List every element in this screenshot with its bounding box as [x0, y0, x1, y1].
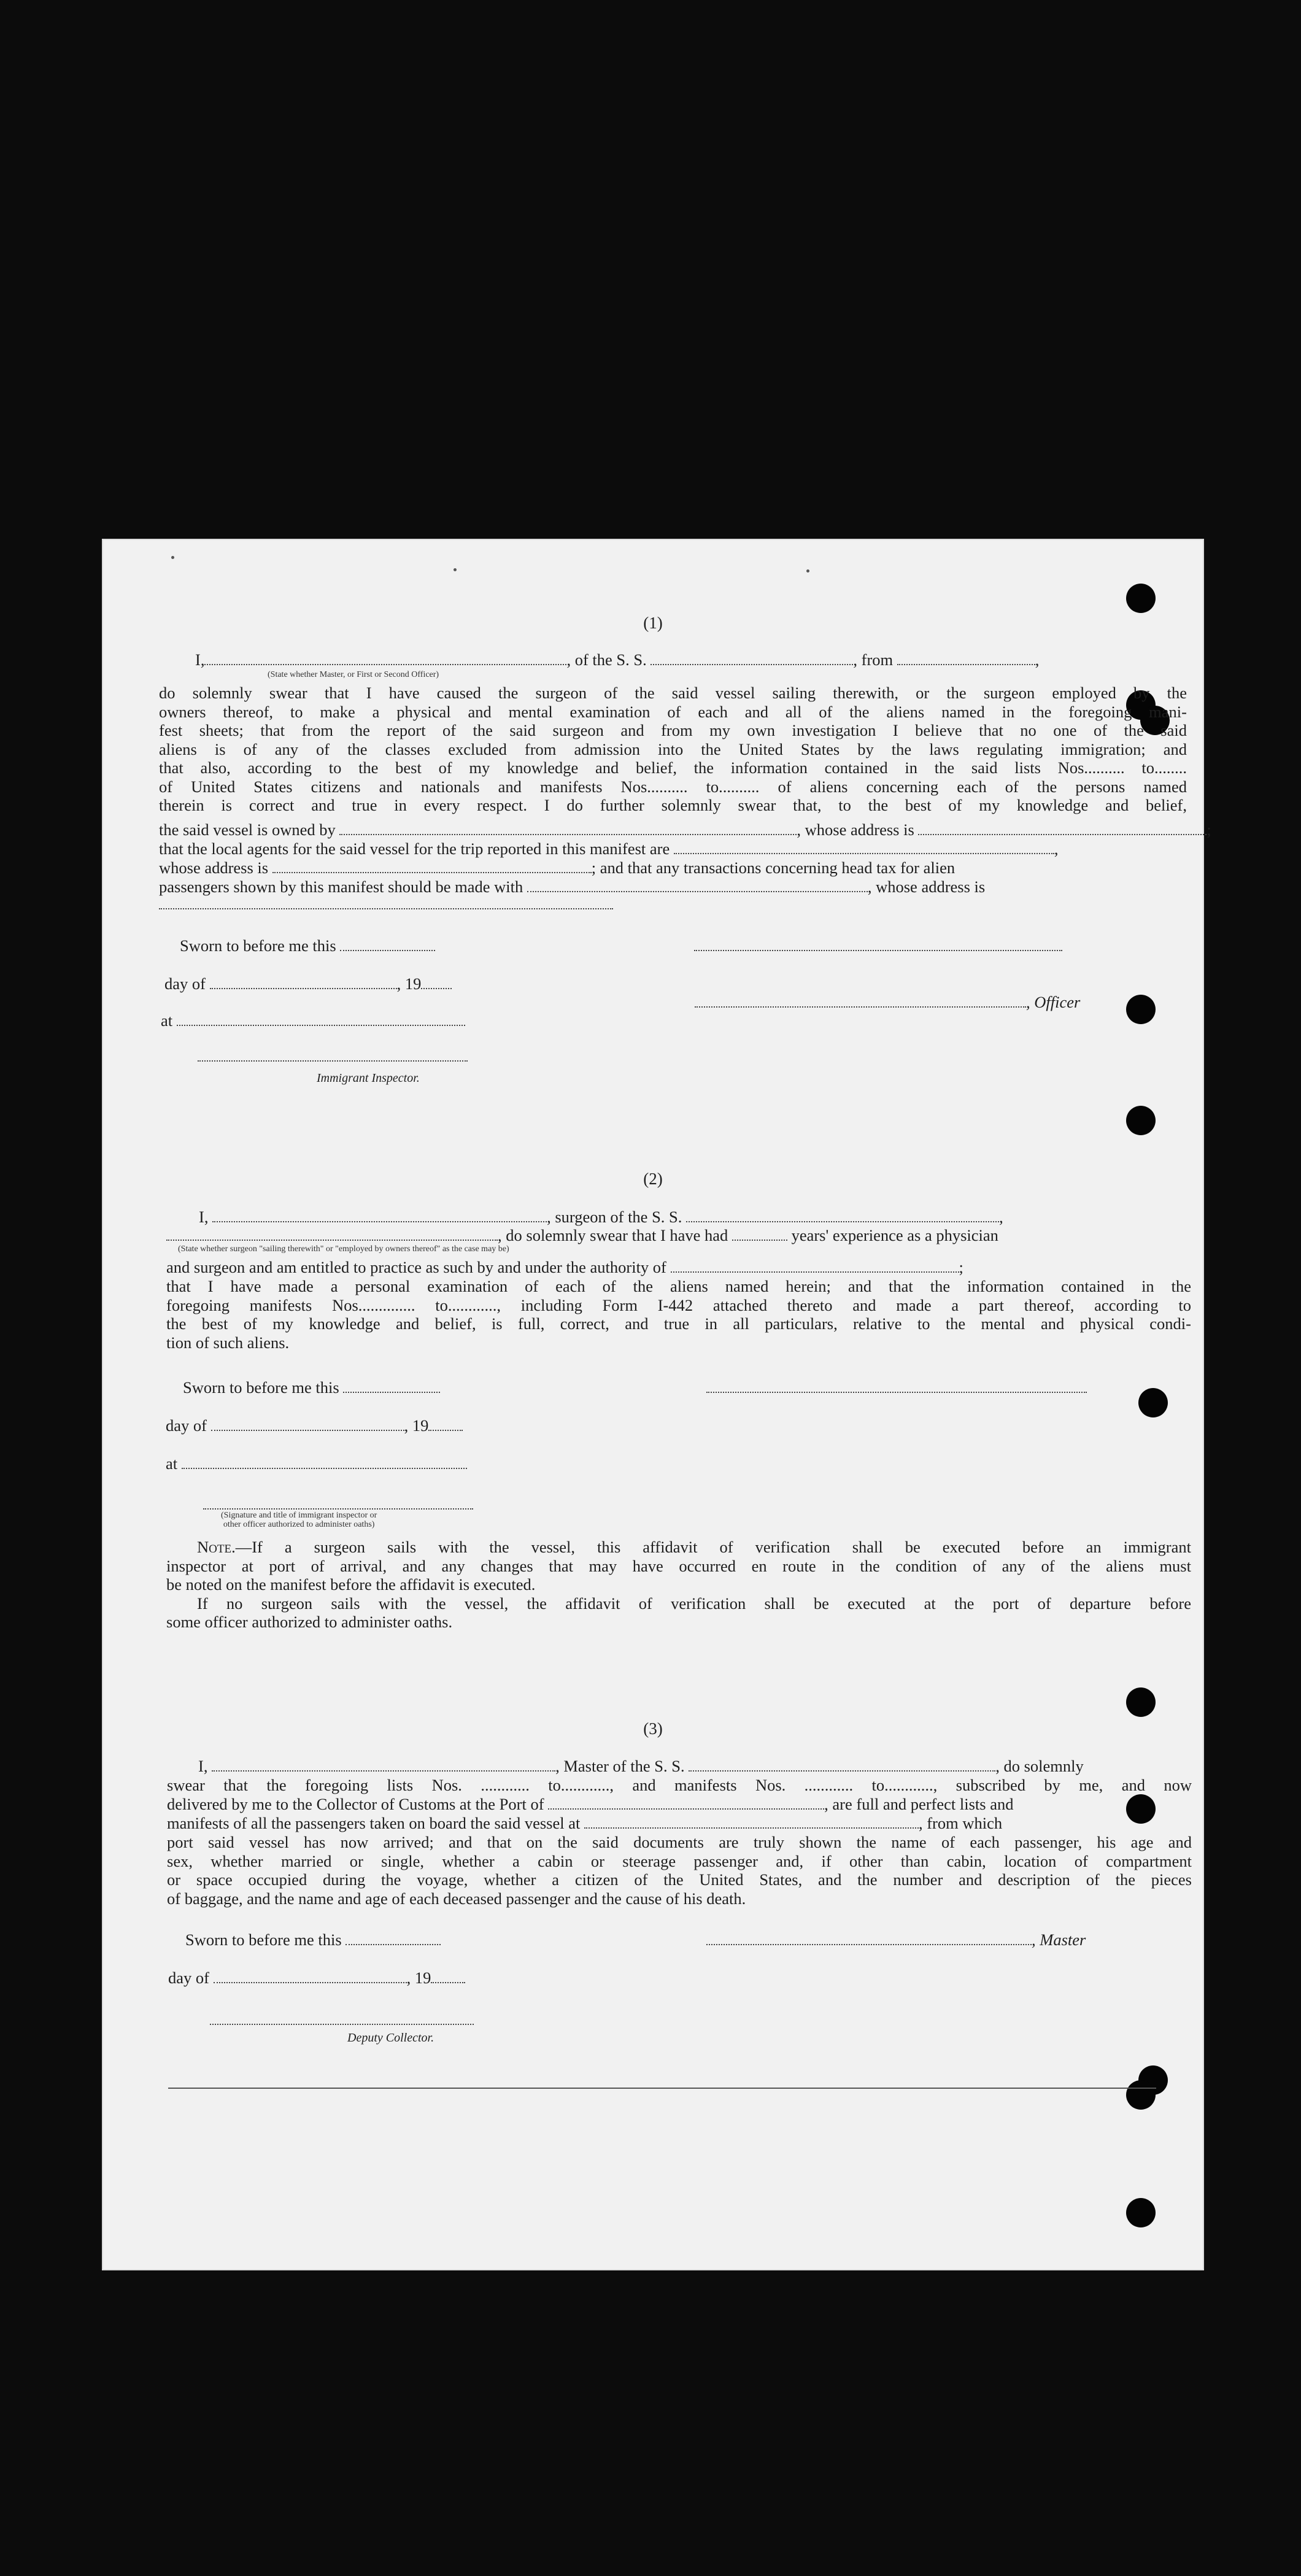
section-3-body [167, 1833, 1192, 1908]
blank-departure-port [584, 1815, 919, 1829]
text: Sworn to before me this [185, 1930, 342, 1949]
owner-line [159, 820, 1211, 839]
text: port said vessel has now arrived; and that on the said documents are truly shown the name of each passenger, his age and [167, 1833, 1192, 1851]
signature-note [221, 1511, 377, 1529]
text: be noted on the manifest before the affidavit is executed. [166, 1575, 536, 1594]
blank-year [428, 1417, 463, 1431]
day-of-line-3 [168, 1969, 465, 1987]
text: ; and that any transactions concerning head tax for alien [591, 858, 955, 877]
day-of-line-1 [164, 974, 452, 993]
text: and surgeon and am entitled to practice as such by and under the authority of [166, 1258, 666, 1276]
text: , are full and perfect lists and [824, 1795, 1014, 1813]
text: fest sheets; that from the report of the said surgeon and from my own investigation I believe that no one of the said [159, 721, 1187, 739]
punch-hole [1126, 584, 1156, 613]
blank-surgeon-name [212, 1209, 547, 1222]
blank-surgeon-status [166, 1227, 498, 1241]
section-3-line-1 [198, 1757, 1084, 1775]
blank-sworn-day [343, 1379, 440, 1393]
text: do solemnly swear that I have caused the surgeon of the said vessel sailing therewith, or the surgeon employed by the [159, 684, 1187, 702]
blank-address-continuation [159, 907, 613, 909]
text: delivered by me to the Collector of Customs at the Port of [167, 1795, 544, 1813]
agent-address-line [159, 858, 955, 877]
punch-hole [1126, 1106, 1156, 1135]
text: , of the S. S. [566, 650, 647, 669]
text: , [999, 1208, 1003, 1226]
section-3-number: (3) [643, 1719, 663, 1738]
bottom-rule [168, 2088, 1156, 2089]
text: day of [168, 1969, 209, 1987]
text: foregoing manifests Nos.............. to............, including Form I-442 attached thereto and made a part thereof, according to [166, 1295, 1191, 1314]
text: manifests of all the passengers taken on board the said vessel at [167, 1814, 581, 1832]
text: , [1035, 650, 1040, 669]
punch-hole [1126, 1794, 1156, 1824]
blank-sworn-day [340, 938, 435, 951]
text: Sworn to before me this [183, 1378, 339, 1397]
section-3-line-2 [167, 1776, 1192, 1795]
blank-officer-signature [695, 994, 1026, 1008]
text: ; [1206, 820, 1211, 839]
signature-line-surgeon [706, 1390, 1087, 1393]
text: the best of my knowledge and belief, is full, correct, and true in all particulars, relative to the mental and physical condi- [166, 1314, 1191, 1333]
blank-place [177, 1012, 465, 1026]
text: , surgeon of the S. S. [547, 1208, 682, 1226]
officer-title-line [695, 993, 1080, 1011]
text: , from [853, 650, 894, 669]
text: , do solemnly swear that I have had [498, 1226, 728, 1244]
text: , whose address is [797, 820, 914, 839]
blank-officer-name [204, 652, 566, 665]
text: some officer authorized to administer oaths. [166, 1613, 453, 1631]
text: tion of such aliens. [166, 1333, 290, 1352]
blank-vessel-name [650, 652, 853, 665]
text: that the local agents for the said vessel for the trip reported in this manifest are [159, 839, 670, 858]
blank-from-port [897, 652, 1035, 665]
master-signature-line [706, 1930, 1086, 1949]
text: owners thereof, to make a physical and mental examination of each and all of the aliens named in the foregoing mani- [159, 702, 1187, 721]
text: (Signature and title of immigrant inspector or [221, 1511, 377, 1520]
blank-agents [674, 841, 1054, 854]
blank-authority [671, 1259, 959, 1273]
text: , 19 [396, 974, 422, 993]
text: , whose address is [867, 877, 986, 896]
text: of baggage, and the name and age of each deceased passenger and the cause of his death. [167, 1889, 746, 1908]
blank-place [182, 1456, 467, 1469]
blank-vessel-name [686, 1209, 999, 1222]
blank-agent-address [272, 860, 592, 873]
blank-owner [339, 822, 797, 835]
blank-vessel-name [689, 1758, 995, 1772]
blank-years [732, 1227, 787, 1241]
punch-hole [1126, 2080, 1156, 2110]
blank-master-name [212, 1758, 555, 1772]
text: sex, whether married or single, whether a cabin or steerage passenger and, if other than cabin, location of compartment [167, 1851, 1192, 1870]
at-line-1 [161, 1011, 465, 1030]
text: other officer authorized to administer oaths) [223, 1520, 375, 1529]
deputy-caption: Deputy Collector. [347, 2031, 434, 2045]
text: that also, according to the best of my knowledge and belief, the information contained in the said lists Nos.......... to........ [159, 758, 1187, 777]
blank-month [214, 1970, 407, 1983]
punch-hole [1126, 995, 1156, 1024]
speck [454, 568, 457, 571]
blank-month [210, 976, 397, 989]
sworn-line-1 [180, 936, 435, 955]
blank-head-tax [527, 879, 868, 892]
manifest-form-page [102, 539, 1211, 2270]
text: , 19 [404, 1416, 429, 1435]
day-of-line-2 [166, 1416, 463, 1435]
text: , from which [918, 1814, 1003, 1832]
text: at [161, 1011, 173, 1030]
text: I, [195, 650, 205, 669]
blank-sworn-day [346, 1932, 441, 1945]
text: —If a surgeon sails with the vessel, this affidavit of verification shall be executed before an immigrant [235, 1538, 1191, 1556]
at-line-2 [166, 1454, 467, 1473]
speck [171, 556, 174, 559]
signature-line-inspector-2 [203, 1507, 473, 1510]
text: passengers shown by this manifest should be made with [159, 877, 523, 896]
speck [806, 569, 809, 573]
blank-year [421, 976, 452, 989]
text: at [166, 1454, 178, 1473]
text: that I have made a personal examination of each of the aliens named herein; and that the information contained in the [166, 1277, 1191, 1295]
signature-line-deputy [210, 2023, 474, 2025]
text: of United States citizens and nationals and manifests Nos.......... to.......... of aliens concerning each of the persons named [159, 777, 1187, 796]
text: If no surgeon sails with the vessel, the affidavit of verification shall be executed at the port of departure before [197, 1594, 1191, 1613]
punch-hole [1126, 2198, 1156, 2227]
text: , Officer [1026, 993, 1081, 1011]
text: swear that the foregoing lists Nos. ............ to............, and manifests Nos. ............ to............, subscribed by me, and now [167, 1776, 1192, 1794]
section-2-body [166, 1277, 1191, 1352]
section-1-body [159, 684, 1187, 815]
text: whose address is [159, 858, 269, 877]
section-2-number: (2) [643, 1170, 663, 1188]
text: , Master [1032, 1930, 1086, 1949]
text: day of [164, 974, 206, 993]
signature-line-officer [694, 949, 1062, 951]
blank-port [548, 1796, 824, 1810]
sworn-line-3 [185, 1930, 441, 1949]
sworn-line-2 [183, 1378, 440, 1397]
text: , Master of the S. S. [555, 1757, 685, 1775]
officer-rank-instruction: (State whether Master, or First or Second Officer) [268, 670, 439, 679]
inspector-caption: Immigrant Inspector. [317, 1071, 420, 1085]
text: day of [166, 1416, 207, 1435]
signature-line-inspector [198, 1059, 468, 1062]
blank-year [431, 1970, 465, 1983]
text: ; [959, 1258, 963, 1276]
text: or space occupied during the voyage, whether a citizen of the United States, and the number and description of the pieces [167, 1870, 1192, 1889]
agents-line [159, 839, 1059, 858]
text: , 19 [406, 1969, 431, 1987]
blank-month [211, 1417, 404, 1431]
section-2-line-2 [166, 1226, 998, 1244]
blank-owner-address [918, 822, 1206, 835]
text: therein is correct and true in every respect. I do further solemnly swear that, to the best of my knowledge and belief, [159, 796, 1187, 814]
note-label: Note. [197, 1538, 236, 1556]
surgeon-status-instruction: (State whether surgeon "sailing therewith" or "employed by owners thereof" as the case may be) [178, 1244, 509, 1254]
section-1-opening-line [195, 650, 1039, 669]
text [166, 1538, 1191, 1557]
section-1-number: (1) [643, 614, 663, 632]
section-2-line-3 [166, 1258, 963, 1276]
text: I, [198, 1757, 208, 1775]
punch-hole [1138, 1388, 1168, 1417]
text: Sworn to before me this [180, 936, 336, 955]
blank-master-signature [706, 1932, 1032, 1945]
text: inspector at port of arrival, and any changes that may have occurred en route in the condition of any of the aliens must [166, 1556, 1191, 1575]
text: , do solemnly [995, 1757, 1084, 1775]
text: I, [199, 1208, 209, 1226]
text: years' experience as a physician [791, 1226, 998, 1244]
text: , [1054, 839, 1059, 858]
text: aliens is of any of the classes excluded from admission into the United States by the laws regulating immigration; and [159, 739, 1187, 758]
head-tax-line [159, 877, 985, 896]
surgeon-note [166, 1538, 1191, 1632]
section-3-line-4 [167, 1814, 1002, 1832]
punch-hole [1126, 1687, 1156, 1717]
section-2-line-1 [199, 1208, 1003, 1226]
section-3-line-3 [167, 1795, 1013, 1813]
text: the said vessel is owned by [159, 820, 336, 839]
